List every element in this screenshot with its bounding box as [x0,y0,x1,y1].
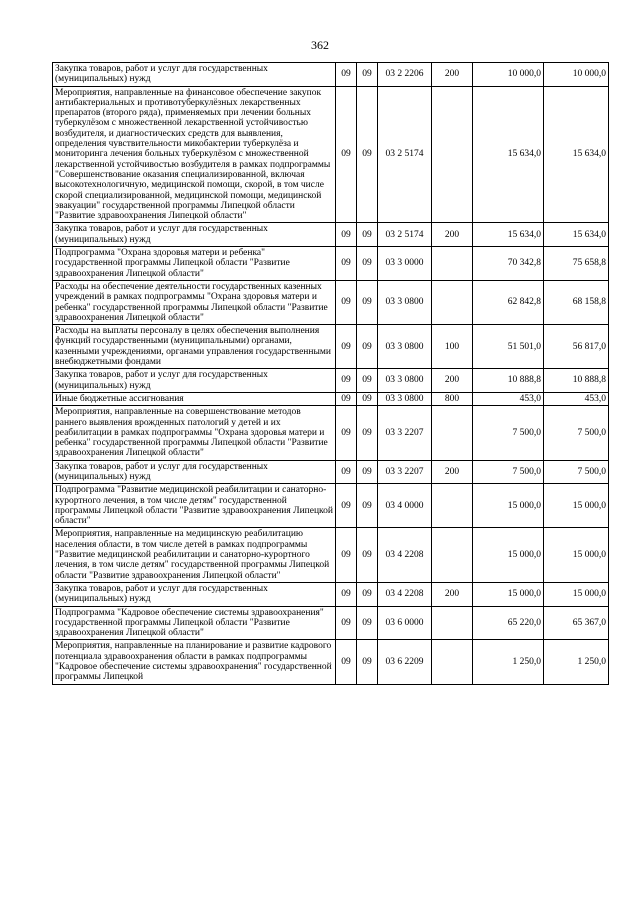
row-name-cell: Мероприятия, направленные на финансовое обеспечение закупок антибактериальных и противотуберкулёзных лекарственных препаратов (второго ряда), применяемых при лечении больных туберкулёзом с множественной лекарственной устойчивостью возбудителя, и диагностических средств для выявления, определения чувствительности микобактерии туберкулёза и мониторинга лечения больных туберкулёзом с множественной лекарственной устойчивостью возбудителя в рамках подпрограммы "Совершенствование оказания специализированной, включая высокотехнологичную, медицинской помощи, скорой, в том числе скорой специализированной, медицинской помощи, медицинской эвакуации" государственной программы Липецкой области "Развитие здравоохранения Липецкой области" [53,86,336,223]
amount-year1-cell: 7 500,0 [473,460,544,484]
expense-type-cell: 200 [432,369,473,393]
row-name-cell: Закупка товаров, работ и услуг для государственных (муниципальных) нужд [53,223,336,247]
table-row [53,392,609,405]
target-article-cell: 03 3 0800 [378,325,432,369]
amount-year1-cell: 70 342,8 [473,247,544,281]
target-article-cell: 03 2 5174 [378,223,432,247]
target-article-cell: 03 3 2207 [378,460,432,484]
amount-year1-cell: 15 634,0 [473,223,544,247]
row-name-cell: Подпрограмма "Охрана здоровья матери и ребенка" государственной программы Липецкой области "Развитие здравоохранения Липецкой области" [53,247,336,281]
target-article-cell: 03 4 2208 [378,528,432,582]
expense-type-cell [432,280,473,324]
target-article-cell: 03 6 2209 [378,640,432,684]
amount-year2-cell: 65 367,0 [544,606,609,640]
podrazdel-cell: 09 [357,528,378,582]
razdel-cell: 09 [336,606,357,640]
razdel-cell: 09 [336,392,357,405]
podrazdel-cell: 09 [357,247,378,281]
row-name-cell: Расходы на выплаты персоналу в целях обеспечения выполнения функций государственными (муниципальными) органами, казенными учреждениями, органами управления государственными внебюджетными фондами [53,325,336,369]
razdel-cell: 09 [336,280,357,324]
razdel-cell: 09 [336,247,357,281]
razdel-cell: 09 [336,86,357,223]
amount-year2-cell: 453,0 [544,392,609,405]
table-row [53,369,609,393]
podrazdel-cell: 09 [357,484,378,528]
target-article-cell: 03 3 0800 [378,392,432,405]
razdel-cell: 09 [336,63,357,87]
expense-type-cell [432,86,473,223]
podrazdel-cell: 09 [357,369,378,393]
row-name-cell: Мероприятия, направленные на медицинскую реабилитацию населения области, в том числе детей в рамках подпрограммы "Развитие медицинской реабилитации и санаторно-курортного лечения, в том числе детям" государственной программы Липецкой области "Развитие здравоохранения Липецкой области" [53,528,336,582]
razdel-cell: 09 [336,223,357,247]
row-name-cell: Иные бюджетные ассигнования [53,392,336,405]
amount-year1-cell: 453,0 [473,392,544,405]
amount-year2-cell: 15 634,0 [544,86,609,223]
podrazdel-cell: 09 [357,63,378,87]
podrazdel-cell: 09 [357,325,378,369]
target-article-cell: 03 2 5174 [378,86,432,223]
row-name-cell: Подпрограмма "Развитие медицинской реабилитации и санаторно-курортного лечения, в том числе детям" государственной программы Липецкой области "Развитие здравоохранения Липецкой области" [53,484,336,528]
target-article-cell: 03 6 0000 [378,606,432,640]
page-number: 362 [311,38,329,52]
amount-year1-cell: 65 220,0 [473,606,544,640]
table-row [53,606,609,640]
amount-year2-cell: 7 500,0 [544,406,609,460]
podrazdel-cell: 09 [357,223,378,247]
amount-year1-cell: 62 842,8 [473,280,544,324]
row-name-cell: Мероприятия, направленные на совершенствование методов раннего выявления врожденных патологий у детей и их реабилитации в рамках подпрограммы "Охрана здоровья матери и ребенка" государственной программы Липецкой области "Развитие здравоохранения Липецкой области" [53,406,336,460]
razdel-cell: 09 [336,460,357,484]
table-row [53,484,609,528]
podrazdel-cell: 09 [357,582,378,606]
table-row [53,247,609,281]
amount-year1-cell: 7 500,0 [473,406,544,460]
expense-type-cell: 200 [432,63,473,87]
expense-type-cell [432,247,473,281]
table-row [53,640,609,684]
amount-year1-cell: 15 634,0 [473,86,544,223]
row-name-cell: Расходы на обеспечение деятельности государственных казенных учреждений в рамках подпрограммы "Охрана здоровья матери и ребенка" государственной программы Липецкой области "Развитие здравоохранения Липецкой области" [53,280,336,324]
amount-year2-cell: 56 817,0 [544,325,609,369]
row-name-cell: Закупка товаров, работ и услуг для государственных (муниципальных) нужд [53,460,336,484]
amount-year1-cell: 15 000,0 [473,582,544,606]
podrazdel-cell: 09 [357,606,378,640]
amount-year1-cell: 15 000,0 [473,528,544,582]
podrazdel-cell: 09 [357,392,378,405]
razdel-cell: 09 [336,484,357,528]
budget-table [52,62,609,685]
expense-type-cell: 200 [432,460,473,484]
table-body [53,63,609,685]
razdel-cell: 09 [336,582,357,606]
amount-year2-cell: 7 500,0 [544,460,609,484]
target-article-cell: 03 3 2207 [378,406,432,460]
amount-year2-cell: 68 158,8 [544,280,609,324]
table-row [53,63,609,87]
table-row [53,280,609,324]
expense-type-cell: 100 [432,325,473,369]
razdel-cell: 09 [336,640,357,684]
row-name-cell: Закупка товаров, работ и услуг для государственных (муниципальных) нужд [53,582,336,606]
amount-year1-cell: 1 250,0 [473,640,544,684]
expense-type-cell: 200 [432,582,473,606]
expense-type-cell [432,406,473,460]
row-name-cell: Подпрограмма "Кадровое обеспечение системы здравоохранения" государственной программы Липецкой области "Развитие здравоохранения Липецкой области" [53,606,336,640]
amount-year2-cell: 1 250,0 [544,640,609,684]
target-article-cell: 03 3 0800 [378,369,432,393]
amount-year2-cell: 10 000,0 [544,63,609,87]
amount-year1-cell: 51 501,0 [473,325,544,369]
podrazdel-cell: 09 [357,406,378,460]
table-row [53,528,609,582]
amount-year2-cell: 15 634,0 [544,223,609,247]
expense-type-cell [432,606,473,640]
amount-year1-cell: 10 888,8 [473,369,544,393]
razdel-cell: 09 [336,406,357,460]
row-name-cell: Мероприятия, направленные на планирование и развитие кадрового потенциала здравоохранения области в рамках подпрограммы "Кадровое обеспечение системы здравоохранения" государственной программы Липецкой [53,640,336,684]
table-row [53,86,609,223]
expense-type-cell [432,528,473,582]
target-article-cell: 03 4 2208 [378,582,432,606]
razdel-cell: 09 [336,325,357,369]
podrazdel-cell: 09 [357,460,378,484]
row-name-cell: Закупка товаров, работ и услуг для государственных (муниципальных) нужд [53,63,336,87]
amount-year1-cell: 10 000,0 [473,63,544,87]
amount-year2-cell: 10 888,8 [544,369,609,393]
podrazdel-cell: 09 [357,280,378,324]
amount-year2-cell: 15 000,0 [544,484,609,528]
podrazdel-cell: 09 [357,640,378,684]
table-row [53,406,609,460]
expense-type-cell: 800 [432,392,473,405]
podrazdel-cell: 09 [357,86,378,223]
expense-type-cell: 200 [432,223,473,247]
expense-type-cell [432,484,473,528]
target-article-cell: 03 4 0000 [378,484,432,528]
row-name-cell: Закупка товаров, работ и услуг для государственных (муниципальных) нужд [53,369,336,393]
amount-year2-cell: 75 658,8 [544,247,609,281]
table-row [53,223,609,247]
table-row [53,460,609,484]
target-article-cell: 03 2 2206 [378,63,432,87]
amount-year2-cell: 15 000,0 [544,528,609,582]
amount-year2-cell: 15 000,0 [544,582,609,606]
table-row [53,582,609,606]
table-row [53,325,609,369]
target-article-cell: 03 3 0800 [378,280,432,324]
razdel-cell: 09 [336,528,357,582]
amount-year1-cell: 15 000,0 [473,484,544,528]
target-article-cell: 03 3 0000 [378,247,432,281]
expense-type-cell [432,640,473,684]
razdel-cell: 09 [336,369,357,393]
